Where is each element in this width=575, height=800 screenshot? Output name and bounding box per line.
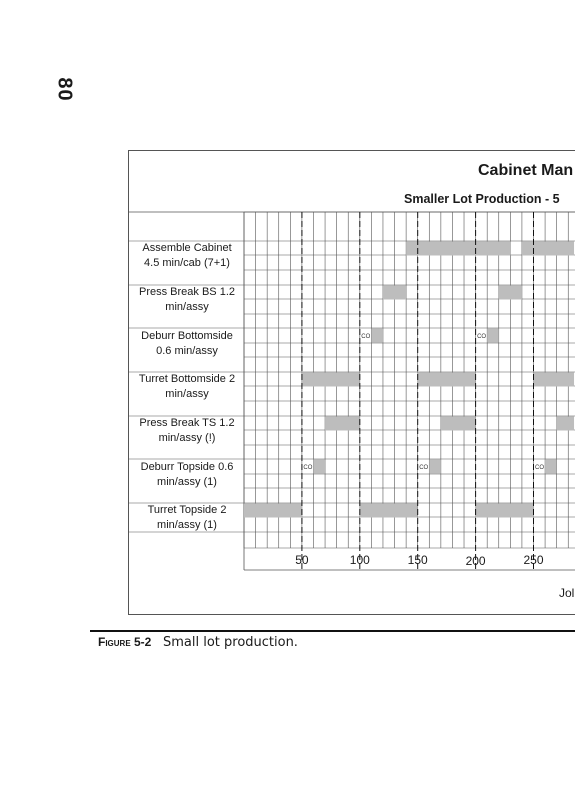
task-bar [487,329,499,343]
caption-rule [90,630,575,632]
row-label: Press Break TS 1.2 min/assy (!) [139,417,235,444]
task-bar [313,460,325,474]
changeover-label: CO [477,334,487,340]
caption-text: Small lot production. [162,635,298,650]
figure-caption [98,634,298,650]
row-label: Deburr Bottomside 0.6 min/assy [141,330,233,357]
figure-number: Figure 5-2 [98,635,152,649]
task-bar [418,373,476,387]
task-bar [429,460,441,474]
task-bar [522,242,574,256]
task-bar [499,286,522,300]
x-axis-label: Jol [559,586,575,600]
task-bar [557,417,574,431]
row-label: Assemble Cabinet 4.5 min/cab (7+1) [142,242,232,269]
changeover-label: CO [535,465,544,471]
task-bar [406,242,510,256]
row-label: Turret Bottomside 2 min/assy [138,373,236,400]
task-bar [371,329,383,343]
x-tick-label: 50 [295,553,309,567]
row-label: Press Break BS 1.2 min/assy [139,286,235,313]
row-label: Turret Topside 2 min/assy (1) [147,504,227,531]
task-bar [360,504,418,518]
x-tick-label: 250 [523,553,544,567]
changeover-label: CO [303,465,313,471]
x-tick-label: 100 [349,553,370,567]
task-bar [534,373,575,387]
chart-title: Cabinet Man [478,162,574,179]
task-bar [302,373,360,387]
chart-subtitle: Smaller Lot Production - 5 [404,192,560,206]
changeover-label: CO [361,334,371,340]
task-bar [244,504,302,518]
changeover-label: CO [419,465,429,471]
page-number: 80 [53,77,76,102]
task-bar [476,504,534,518]
task-bar [383,286,406,300]
row-label: Deburr Topside 0.6 min/assy (1) [140,461,234,488]
task-bar [441,417,476,431]
task-bar [545,460,557,474]
x-tick-label: 150 [407,553,428,567]
x-tick-label: 200 [465,554,486,568]
task-bar [325,417,360,431]
